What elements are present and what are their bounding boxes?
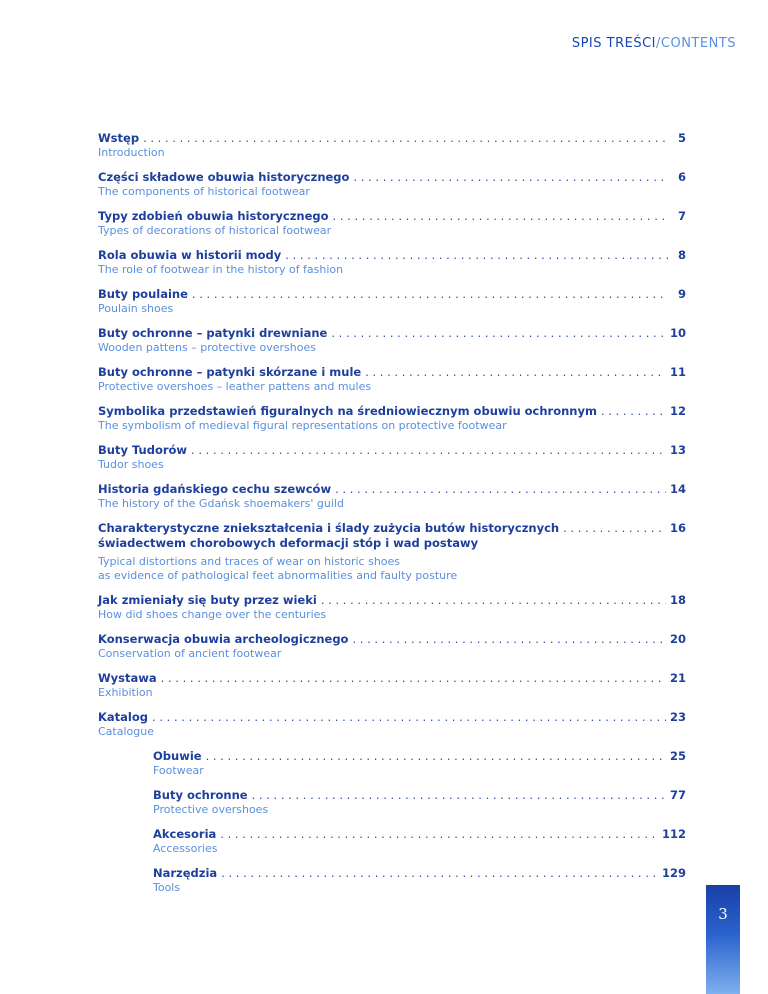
leader-dots — [353, 170, 668, 185]
toc-title-pl: Buty ochronne – patynki drewniane — [98, 326, 328, 340]
toc-title-pl: Narzędzia — [153, 866, 218, 880]
toc-title-en: Exhibition — [98, 686, 153, 699]
header-separator: / — [656, 36, 661, 51]
toc-page-number: 21 — [669, 671, 686, 685]
toc-title-en: The symbolism of medieval figural representations on protective footwear — [98, 419, 507, 432]
header-title-en: CONTENTS — [660, 36, 736, 51]
toc-title-en: Tudor shoes — [98, 458, 164, 471]
toc-title-pl: Buty ochronne – patynki skórzane i mule — [98, 365, 362, 379]
toc-title-en: Conservation of ancient footwear — [98, 647, 282, 660]
toc-title-pl: Typy zdobień obuwia historycznego — [98, 209, 329, 223]
toc-title-en: Tools — [153, 881, 181, 894]
toc-entry[interactable] — [98, 593, 686, 622]
toc-entry[interactable] — [98, 326, 686, 355]
leader-dots — [365, 365, 666, 380]
toc-entry[interactable] — [98, 482, 686, 511]
toc-title-en: The role of footwear in the history of fashion — [98, 263, 344, 276]
toc-page-number: 25 — [669, 749, 686, 763]
toc-title-pl: Akcesoria — [153, 827, 217, 841]
toc-title-en: Protective overshoes — [153, 803, 269, 816]
leader-dots — [143, 131, 668, 146]
toc-page-number: 16 — [669, 521, 686, 535]
toc-sub-entry[interactable] — [153, 788, 686, 817]
toc-title-en: Poulain shoes — [98, 302, 174, 315]
toc-title-pl: Części składowe obuwia historycznego — [98, 170, 350, 184]
leader-dots — [252, 788, 666, 803]
toc-entry[interactable] — [98, 209, 686, 238]
toc-title-pl: Buty ochronne — [153, 788, 248, 802]
leader-dots — [335, 482, 666, 497]
toc-title-pl: Buty poulaine — [98, 287, 188, 301]
leader-dots — [601, 404, 666, 419]
leader-dots — [192, 287, 668, 302]
leader-dots — [331, 326, 666, 341]
toc-page-number: 5 — [677, 131, 686, 145]
toc-entry[interactable] — [98, 710, 686, 739]
toc-entry[interactable] — [98, 443, 686, 472]
toc-title-pl: Charakterystyczne zniekształcenia i ślady zużycia butów historycznych — [98, 521, 560, 535]
toc-page-number: 18 — [669, 593, 686, 607]
toc-title-en: Introduction — [98, 146, 165, 159]
toc-sub-entry[interactable] — [153, 866, 686, 895]
toc-title-en: Typical distortions and traces of wear on historic shoes — [98, 555, 401, 568]
toc-title-en: Types of decorations of historical footwear — [98, 224, 332, 237]
toc-entry[interactable] — [98, 287, 686, 316]
toc-entry[interactable] — [98, 404, 686, 433]
leader-dots — [152, 710, 666, 725]
toc-title-en-cont: as evidence of pathological feet abnormalities and faulty posture — [98, 569, 458, 582]
toc-entry[interactable] — [98, 248, 686, 277]
toc-entry[interactable] — [98, 170, 686, 199]
toc-page-number: 7 — [677, 209, 686, 223]
toc-page-number: 77 — [669, 788, 686, 802]
leader-dots — [206, 749, 666, 764]
toc-title-pl: Obuwie — [153, 749, 202, 763]
table-of-contents — [98, 131, 686, 905]
toc-title-en: Protective overshoes – leather pattens and mules — [98, 380, 372, 393]
toc-entry[interactable] — [98, 521, 686, 583]
leader-dots — [161, 671, 666, 686]
page-number-tab — [706, 885, 740, 994]
header-title-pl: SPIS TREŚCI — [571, 36, 656, 51]
toc-entry[interactable] — [98, 632, 686, 661]
toc-page-number: 12 — [669, 404, 686, 418]
leader-dots — [352, 632, 666, 647]
toc-title-en: Accessories — [153, 842, 218, 855]
toc-entry[interactable] — [98, 365, 686, 394]
leader-dots — [191, 443, 666, 458]
toc-title-en: Catalogue — [98, 725, 154, 738]
toc-page-number: 23 — [669, 710, 686, 724]
toc-page-number: 112 — [661, 827, 686, 841]
toc-title-pl: Wystawa — [98, 671, 157, 685]
toc-title-en: How did shoes change over the centuries — [98, 608, 327, 621]
toc-page-number: 9 — [677, 287, 686, 301]
toc-title-pl-cont: świadectwem chorobowych deformacji stóp i wad postawy — [98, 536, 479, 550]
leader-dots — [220, 827, 658, 842]
toc-sub-entry[interactable] — [153, 827, 686, 856]
toc-title-pl: Rola obuwia w historii mody — [98, 248, 282, 262]
toc-title-en: Wooden pattens – protective overshoes — [98, 341, 316, 354]
toc-title-pl: Jak zmieniały się buty przez wieki — [98, 593, 317, 607]
toc-title-pl: Konserwacja obuwia archeologicznego — [98, 632, 349, 646]
toc-title-pl: Symbolika przedstawień figuralnych na średniowiecznym obuwiu ochronnym — [98, 404, 597, 418]
toc-page-number: 6 — [677, 170, 686, 184]
leader-dots — [333, 209, 668, 224]
leader-dots — [321, 593, 666, 608]
toc-entry[interactable] — [98, 671, 686, 700]
toc-title-en: The history of the Gdańsk shoemakers' guild — [98, 497, 344, 510]
toc-page-number: 13 — [669, 443, 686, 457]
toc-title-pl: Wstęp — [98, 131, 140, 145]
toc-page-number: 20 — [669, 632, 686, 646]
toc-entry[interactable] — [98, 131, 686, 160]
toc-page-number: 129 — [661, 866, 686, 880]
page-header — [572, 36, 736, 51]
leader-dots — [563, 521, 666, 536]
page-number: 3 — [718, 905, 728, 923]
toc-title-pl: Historia gdańskiego cechu szewców — [98, 482, 332, 496]
toc-page-number: 10 — [669, 326, 686, 340]
toc-title-en: The components of historical footwear — [98, 185, 310, 198]
toc-title-pl: Katalog — [98, 710, 149, 724]
toc-page-number: 14 — [669, 482, 686, 496]
leader-dots — [221, 866, 658, 881]
toc-page-number: 8 — [677, 248, 686, 262]
toc-title-pl: Buty Tudorów — [98, 443, 188, 457]
toc-sub-entry[interactable] — [153, 749, 686, 778]
toc-title-en: Footwear — [153, 764, 204, 777]
leader-dots — [285, 248, 668, 263]
toc-page-number: 11 — [669, 365, 686, 379]
